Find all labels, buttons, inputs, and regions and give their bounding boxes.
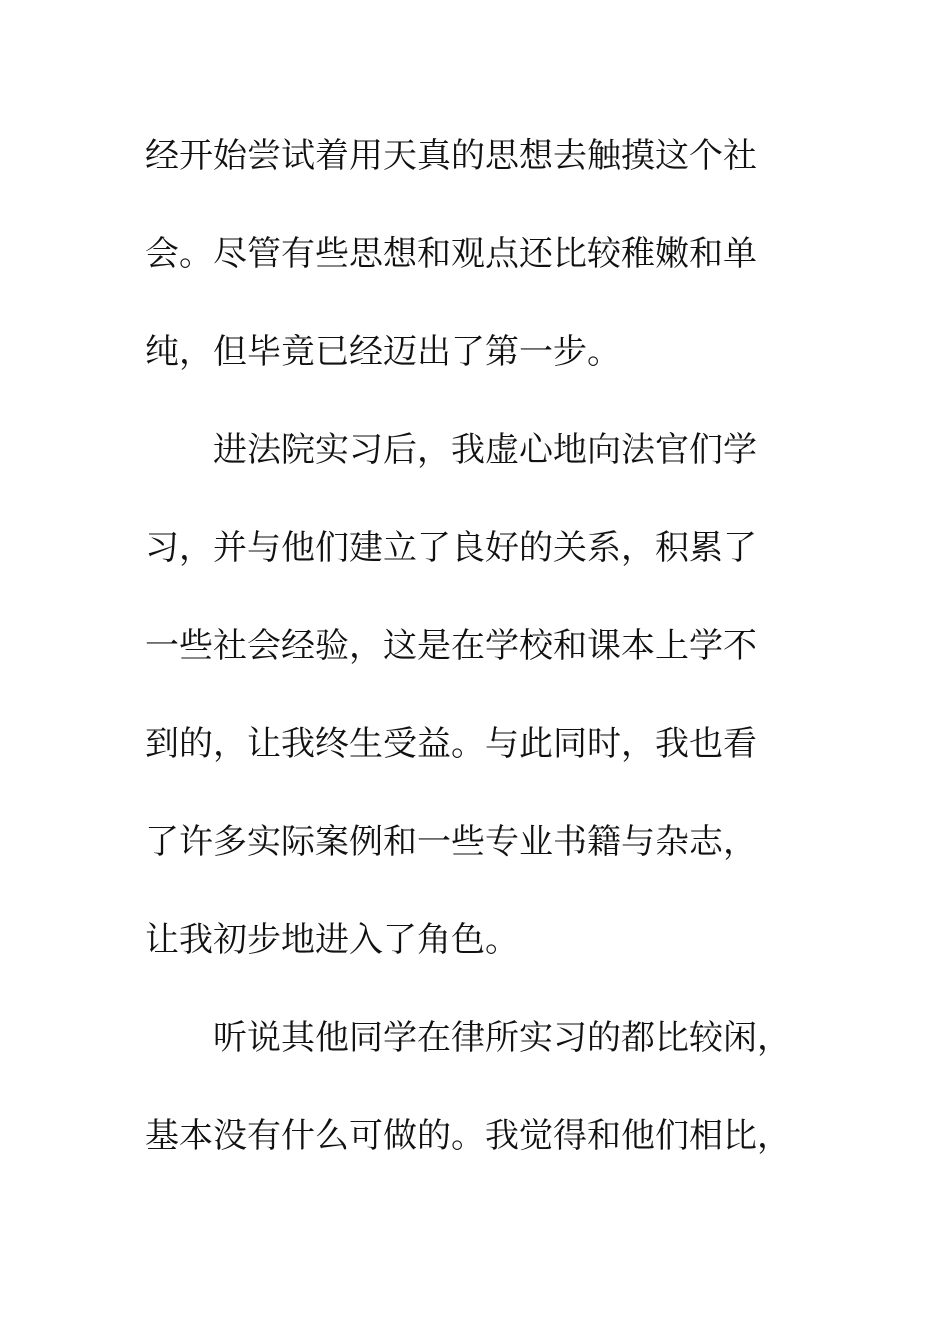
text-line: 基本没有什么可做的。我觉得和他们相比， [145,1116,791,1156]
text-line: 会。尽管有些思想和观点还比较稚嫩和单 [145,234,757,274]
text-line: 纯，但毕竟已经迈出了第一步。 [145,332,621,372]
text-line: 了许多实际案例和一些专业书籍与杂志， [145,822,757,862]
text-line: 让我初步地进入了角色。 [145,920,519,960]
text-line: 习，并与他们建立了良好的关系，积累了 [145,528,757,568]
text-line: 到的，让我终生受益。与此同时，我也看 [145,724,757,764]
text-line: 听说其他同学在律所实习的都比较闲， [145,1018,791,1058]
text-line: 经开始尝试着用天真的思想去触摸这个社 [145,136,757,176]
text-line: 进法院实习后，我虚心地向法官们学 [145,430,757,470]
text-line: 一些社会经验，这是在学校和课本上学不 [145,626,757,666]
